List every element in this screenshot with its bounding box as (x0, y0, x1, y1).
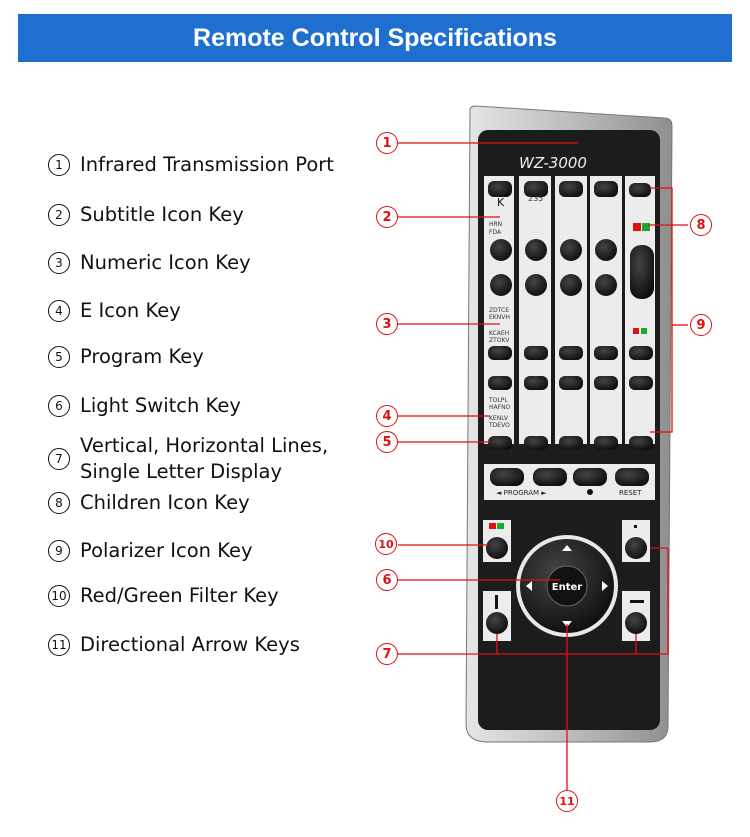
horizontal-line-key (625, 612, 647, 634)
spec-number: 3 (48, 252, 70, 274)
red-filter-indicator (633, 223, 641, 231)
callout-7: 7 (376, 643, 398, 665)
spec-label: Light Switch Key (80, 394, 241, 417)
svg-text:KENLV: KENLV (489, 415, 509, 422)
svg-text:HAFNO: HAFNO (489, 404, 511, 411)
spec-label: Polarizer Icon Key (80, 539, 253, 562)
spec-number: 7 (48, 448, 70, 470)
svg-text:EKNVH: EKNVH (489, 314, 510, 321)
spec-label: Children Icon Key (80, 491, 250, 514)
spec-label: Subtitle Icon Key (80, 203, 244, 226)
spec-number: 2 (48, 204, 70, 226)
callout-1: 1 (376, 132, 398, 154)
spec-number: 8 (48, 492, 70, 514)
spec-number: 11 (48, 634, 70, 656)
spec-number: 1 (48, 154, 70, 176)
reset-button (615, 468, 649, 486)
spec-label: Numeric Icon Key (80, 251, 251, 274)
spec-number: 9 (48, 540, 70, 562)
callout-3: 3 (376, 313, 398, 335)
svg-text:K: K (497, 196, 505, 209)
callout-9: 9 (690, 314, 712, 336)
green-filter-indicator (642, 223, 650, 231)
enter-label: Enter (551, 582, 583, 593)
single-letter-key (625, 537, 647, 559)
svg-text:HRN: HRN (489, 221, 503, 228)
page-title: Remote Control Specifications (18, 14, 732, 62)
callout-6: 6 (376, 569, 398, 591)
callout-11: 11 (556, 790, 578, 812)
callout-2: 2 (376, 206, 398, 228)
spec-number: 5 (48, 346, 70, 368)
callout-5: 5 (376, 431, 398, 453)
callout-10: 10 (375, 533, 397, 555)
svg-text:TOLPL: TOLPL (489, 397, 508, 404)
svg-text:235: 235 (528, 194, 544, 203)
callout-4: 4 (376, 405, 398, 427)
spec-label: Vertical, Horizontal Lines, Single Letter Display (80, 434, 329, 483)
program-label: ◄ PROGRAM ► (496, 489, 547, 497)
program-next-button (533, 468, 567, 486)
spec-label: Infrared Transmission Port (80, 153, 334, 176)
model-label: WZ-3000 (519, 154, 587, 172)
spec-number: 6 (48, 395, 70, 417)
program-prev-button (490, 468, 524, 486)
svg-text:ZDTCE: ZDTCE (489, 307, 510, 314)
svg-text:KCAEH: KCAEH (489, 330, 510, 337)
reset-label: RESET (619, 489, 642, 497)
svg-text:TDEVO: TDEVO (489, 422, 510, 429)
spec-label: Directional Arrow Keys (80, 633, 300, 656)
spec-label: Red/Green Filter Key (80, 584, 279, 607)
spec-number: 4 (48, 300, 70, 322)
spec-number: 10 (48, 585, 70, 607)
svg-text:FDA: FDA (489, 229, 502, 236)
callout-8: 8 (690, 214, 712, 236)
vertical-line-key (486, 612, 508, 634)
spec-label: Program Key (80, 345, 204, 368)
light-key (573, 468, 607, 486)
red-green-filter-key (486, 537, 508, 559)
svg-text:ZTOKV: ZTOKV (489, 337, 510, 344)
spec-label: E Icon Key (80, 299, 181, 322)
